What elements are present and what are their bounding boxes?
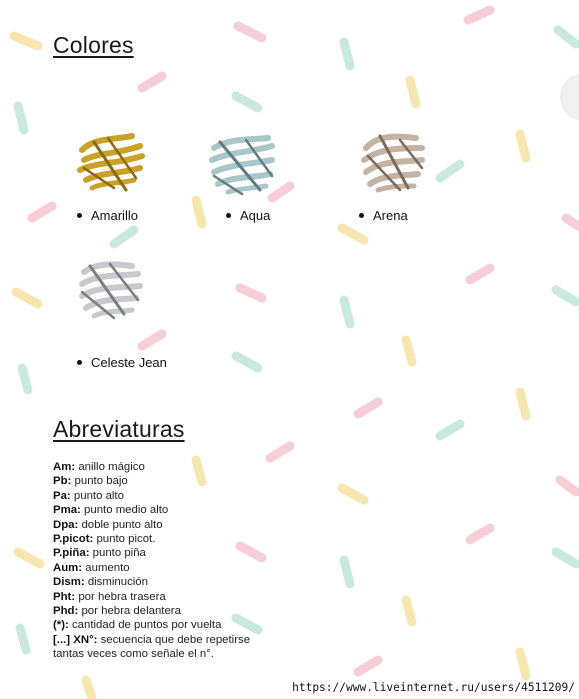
abbreviation-row: P.picot: punto picot.: [53, 533, 156, 546]
abbreviation-row: Aum: aumento: [53, 561, 130, 574]
bullet: [77, 213, 82, 218]
color-label-arena: Arena: [359, 208, 408, 223]
color-swatch-amarillo: [74, 128, 214, 198]
color-label-celeste-jean: Celeste Jean: [77, 355, 167, 370]
abbreviation-row: Pma: punto medio alto: [53, 504, 169, 517]
abbreviation-row: Pb: punto bajo: [53, 475, 128, 488]
color-label-aqua: Aqua: [226, 208, 270, 223]
colores-heading: Colores: [53, 32, 134, 58]
abbreviation-row: Phd: por hebra delantera: [53, 605, 181, 618]
yarn-swatch-image: [206, 130, 282, 200]
abbreviation-row: Am: anillo mágico: [53, 461, 145, 473]
yarn-swatch-image: [74, 256, 150, 326]
color-swatch-aqua: [206, 130, 346, 200]
abbreviation-list: [53, 460, 250, 662]
abbreviation-row: Dism: disminución: [53, 576, 148, 589]
abbreviation-row: Dpa: doble punto alto: [53, 518, 163, 531]
abbreviation-row: (*): cantidad de puntos por vuelta: [53, 619, 222, 632]
abbreviation-row: Pht: por hebra trasera: [53, 590, 166, 603]
bullet: [226, 213, 231, 218]
bullet: [77, 360, 82, 365]
abbreviation-row: P.piña: punto piña: [53, 547, 146, 560]
yarn-swatch-image: [356, 128, 432, 198]
bullet: [359, 213, 364, 218]
source-url-watermark: https://www.liveinternet.ru/users/4511209/: [292, 681, 575, 694]
color-swatch-celeste-jean: [74, 256, 214, 326]
color-label-amarillo: Amarillo: [77, 208, 138, 223]
color-swatch-arena: [356, 128, 496, 198]
abreviaturas-heading: Abreviaturas: [53, 416, 185, 442]
abbreviation-row: tantas veces como señale el n°.: [53, 648, 214, 661]
abbreviation-row: Pa: punto alto: [53, 489, 124, 502]
abbreviation-row: [...] XN°: secuencia que debe repetirse: [53, 633, 251, 646]
yarn-swatch-image: [74, 128, 150, 198]
